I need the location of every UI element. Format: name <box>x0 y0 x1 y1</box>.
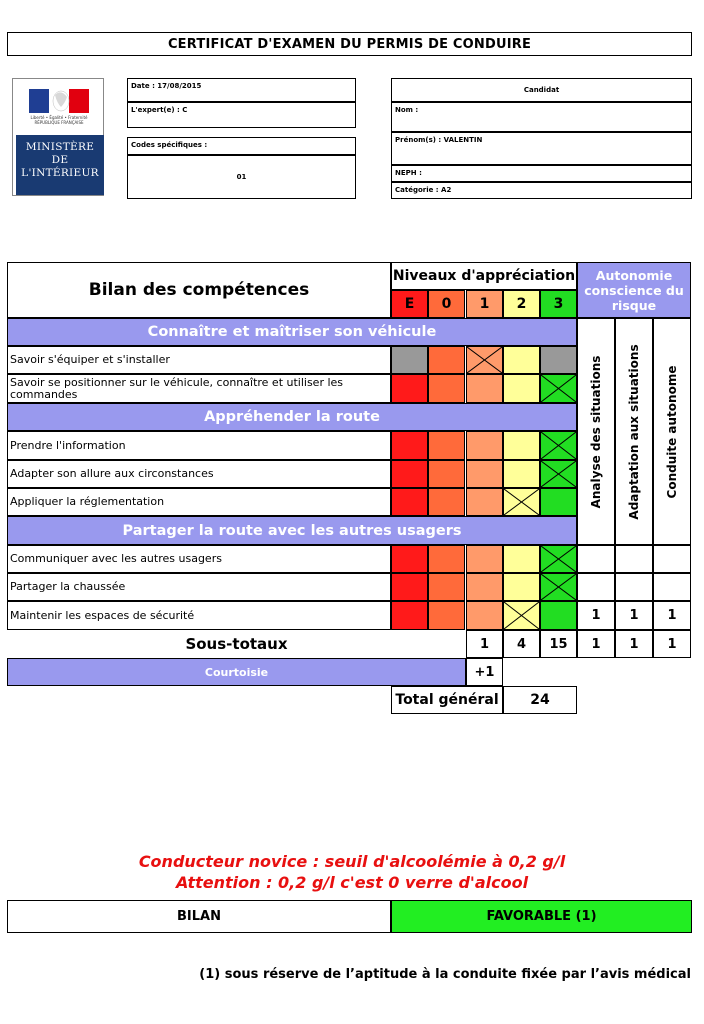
level-cell <box>391 545 428 573</box>
competence-row-label: Adapter son allure aux circonstances <box>7 460 391 488</box>
prenom-text: Prénom(s) : VALENTIN <box>395 136 483 144</box>
level-cell <box>503 346 540 374</box>
bilan-label <box>7 900 391 933</box>
section-header: Connaître et maîtriser son véhicule <box>7 318 577 346</box>
autonomy-security-value: 1 <box>653 601 691 630</box>
level-cell <box>391 431 428 460</box>
autonomy-cell <box>577 573 615 601</box>
level-cell <box>391 601 428 630</box>
level-header-0: 0 <box>428 290 465 318</box>
level-cell <box>503 374 540 403</box>
level-cell <box>391 573 428 601</box>
autonomy-security-value: 1 <box>577 601 615 630</box>
level-cell <box>503 573 540 601</box>
nom-text: Nom : <box>395 106 419 114</box>
level-cell <box>540 601 577 630</box>
competence-row-label: Savoir s'équiper et s'installer <box>7 346 391 374</box>
autonomy-cell <box>615 545 653 573</box>
republic-text: RÉPUBLIQUE FRANÇAISE <box>34 120 84 125</box>
date-text: Date : 17/08/2015 <box>131 82 202 90</box>
level-cell <box>503 601 540 630</box>
autonomy-column-label: Conduite autonome <box>665 365 679 498</box>
autonomy-subtotal: 1 <box>653 630 691 658</box>
cross-mark-icon <box>504 489 539 515</box>
autonomy-heading <box>577 262 691 318</box>
level-cell <box>503 431 540 460</box>
level-cell <box>391 460 428 488</box>
courtesy-label: Courtoisie <box>7 658 466 686</box>
level-header-3: 3 <box>540 290 577 318</box>
competence-row-label: Savoir se positionner sur le véhicule, connaître et utiliser les commandes <box>7 374 391 403</box>
competence-row-label: Maintenir les espaces de sécurité <box>7 601 391 630</box>
bilan-label-text: BILAN <box>177 909 221 924</box>
level-cell <box>466 545 503 573</box>
level-cell <box>428 545 465 573</box>
autonomy-cell <box>653 573 691 601</box>
competence-row-label: Appliquer la réglementation <box>7 488 391 516</box>
level-cell <box>391 488 428 516</box>
categorie-text: Catégorie : A2 <box>395 186 452 194</box>
certificate-title: CERTIFICAT D'EXAMEN DU PERMIS DE CONDUIRE <box>7 32 692 56</box>
level-subtotal: 15 <box>540 630 577 658</box>
level-cell <box>428 346 465 374</box>
level-cell <box>466 346 503 374</box>
level-cell <box>540 488 577 516</box>
level-cell <box>503 488 540 516</box>
autonomy-column-label: Analyse des situations <box>589 355 603 508</box>
competence-row-label: Prendre l'information <box>7 431 391 460</box>
competence-row-label: Communiquer avec les autres usagers <box>7 545 391 573</box>
ministry-line-2: DE <box>51 154 69 166</box>
level-cell <box>428 460 465 488</box>
level-cell <box>503 460 540 488</box>
alcohol-warning-line-1: Conducteur novice : seuil d'alcoolémie à 0,2 g/l <box>138 852 566 871</box>
alcohol-warning-line-2: Attention : 0,2 g/l c'est 0 verre d'alcool <box>175 873 529 892</box>
section-header: Partager la route avec les autres usagers <box>7 516 577 545</box>
codes-label: Codes spécifiques : <box>131 141 208 149</box>
neph-text: NEPH : <box>395 169 422 177</box>
level-cell <box>540 573 577 601</box>
courtesy-value: +1 <box>466 658 503 686</box>
level-cell <box>503 545 540 573</box>
motto-text: Liberté • Égalité • Fraternité <box>30 115 88 120</box>
autonomy-cell <box>615 573 653 601</box>
level-cell <box>428 431 465 460</box>
levels-heading-text: Niveaux d'appréciation <box>392 268 576 284</box>
ministry-line-3: L'INTÉRIEUR <box>21 167 99 179</box>
level-header-1: 1 <box>466 290 503 318</box>
level-cell <box>540 460 577 488</box>
autonomy-column-label: Adaptation aux situations <box>627 343 641 520</box>
level-cell <box>428 601 465 630</box>
levels-heading <box>391 262 577 290</box>
competence-row-label: Partager la chaussée <box>7 573 391 601</box>
level-cell <box>466 601 503 630</box>
bilan-result <box>391 900 692 933</box>
autonomy-cell <box>577 545 615 573</box>
cross-mark-icon <box>541 546 576 572</box>
level-cell <box>540 346 577 374</box>
level-cell <box>466 488 503 516</box>
level-cell <box>466 431 503 460</box>
autonomy-cell <box>653 545 691 573</box>
level-cell <box>540 545 577 573</box>
footnote: (1) sous réserve de l’aptitude à la conduite fixée par l’avis médical <box>199 967 691 982</box>
cross-mark-icon <box>541 461 576 487</box>
total-value: 24 <box>503 686 577 714</box>
cross-mark-icon <box>504 602 539 629</box>
cross-mark-icon <box>541 574 576 600</box>
level-subtotal: 4 <box>503 630 540 658</box>
autonomy-subtotal: 1 <box>577 630 615 658</box>
level-cell <box>540 374 577 403</box>
level-cell <box>428 374 465 403</box>
autonomy-heading-text: Autonomie conscience du risque <box>584 267 684 313</box>
level-cell <box>466 460 503 488</box>
level-header-E: E <box>391 290 428 318</box>
level-subtotal: 1 <box>466 630 503 658</box>
table-heading <box>7 262 391 318</box>
level-cell <box>391 346 428 374</box>
subtotals-label: Sous-totaux <box>185 635 288 653</box>
table-heading-text: Bilan des compétences <box>88 280 310 300</box>
bilan-result-text: FAVORABLE (1) <box>486 909 597 924</box>
total-label: Total général <box>391 686 503 714</box>
level-cell <box>466 374 503 403</box>
autonomy-subtotal: 1 <box>615 630 653 658</box>
cross-mark-icon <box>541 375 576 402</box>
expert-text: L'expert(e) : C <box>131 106 188 114</box>
level-cell <box>466 573 503 601</box>
level-cell <box>428 573 465 601</box>
codes-value: 01 <box>236 173 247 181</box>
level-header-2: 2 <box>503 290 540 318</box>
level-cell <box>540 431 577 460</box>
ministry-line-1: MINISTÈRE <box>25 141 95 153</box>
section-header: Appréhender la route <box>7 403 577 431</box>
level-cell <box>428 488 465 516</box>
level-cell <box>391 374 428 403</box>
autonomy-security-value: 1 <box>615 601 653 630</box>
candidate-header-text: Candidat <box>523 86 560 94</box>
cross-mark-icon <box>541 432 576 459</box>
cross-mark-icon <box>467 347 502 373</box>
